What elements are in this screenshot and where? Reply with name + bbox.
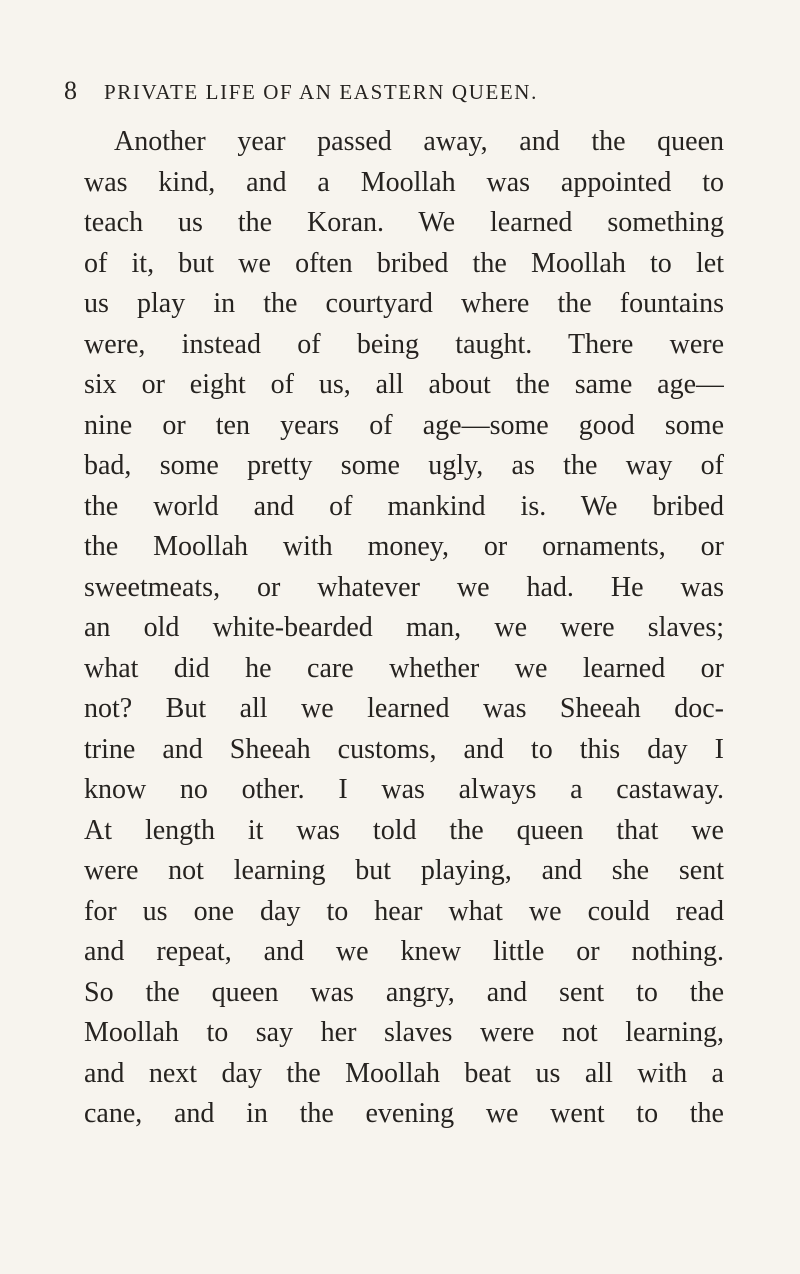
running-title: PRIVATE LIFE OF AN EASTERN QUEEN.	[104, 80, 538, 104]
page-number: 8	[64, 76, 79, 105]
text-line: of it, but we often bribed the Moollah to let	[84, 247, 724, 279]
text-line: us play in the courtyard where the fountains	[84, 288, 724, 319]
text-line: were not learning but playing, and she sent	[84, 855, 724, 886]
text-line: Moollah to say her slaves were not learning,	[84, 1017, 724, 1048]
text-line: At length it was told the queen that we	[84, 814, 724, 846]
text-line: sweetmeats, or whatever we had. He was	[84, 571, 724, 603]
text-line: were, instead of being taught. There were	[84, 328, 724, 360]
text-line: trine and Sheeah customs, and to this day I	[84, 733, 724, 765]
text-line: know no other. I was always a castaway.	[84, 774, 724, 805]
text-line: So the queen was angry, and sent to the	[84, 976, 724, 1008]
text-line: and repeat, and we knew little or nothing.	[84, 936, 724, 967]
text-line: bad, some pretty some ugly, as the way of	[84, 450, 724, 481]
text-line: the Moollah with money, or ornaments, or	[84, 531, 724, 562]
text-line: and next day the Moollah beat us all with a	[84, 1057, 724, 1089]
text-line: Another year passed away, and the queen	[114, 126, 724, 157]
text-line: cane, and in the evening we went to the	[84, 1098, 724, 1129]
text-line: an old white-bearded man, we were slaves;	[84, 612, 724, 643]
body-text	[84, 122, 724, 1135]
text-line: was kind, and a Moollah was appointed to	[84, 166, 724, 198]
text-line: teach us the Koran. We learned something	[84, 207, 724, 238]
text-line: the world and of mankind is. We bribed	[84, 490, 724, 522]
text-line: for us one day to hear what we could read	[84, 895, 724, 927]
text-line: nine or ten years of age—some good some	[84, 409, 724, 441]
text-line: what did he care whether we learned or	[84, 652, 724, 684]
text-line: not? But all we learned was Sheeah doc-	[84, 693, 724, 724]
running-head	[64, 76, 704, 106]
text-line: six or eight of us, all about the same age—	[84, 369, 724, 400]
